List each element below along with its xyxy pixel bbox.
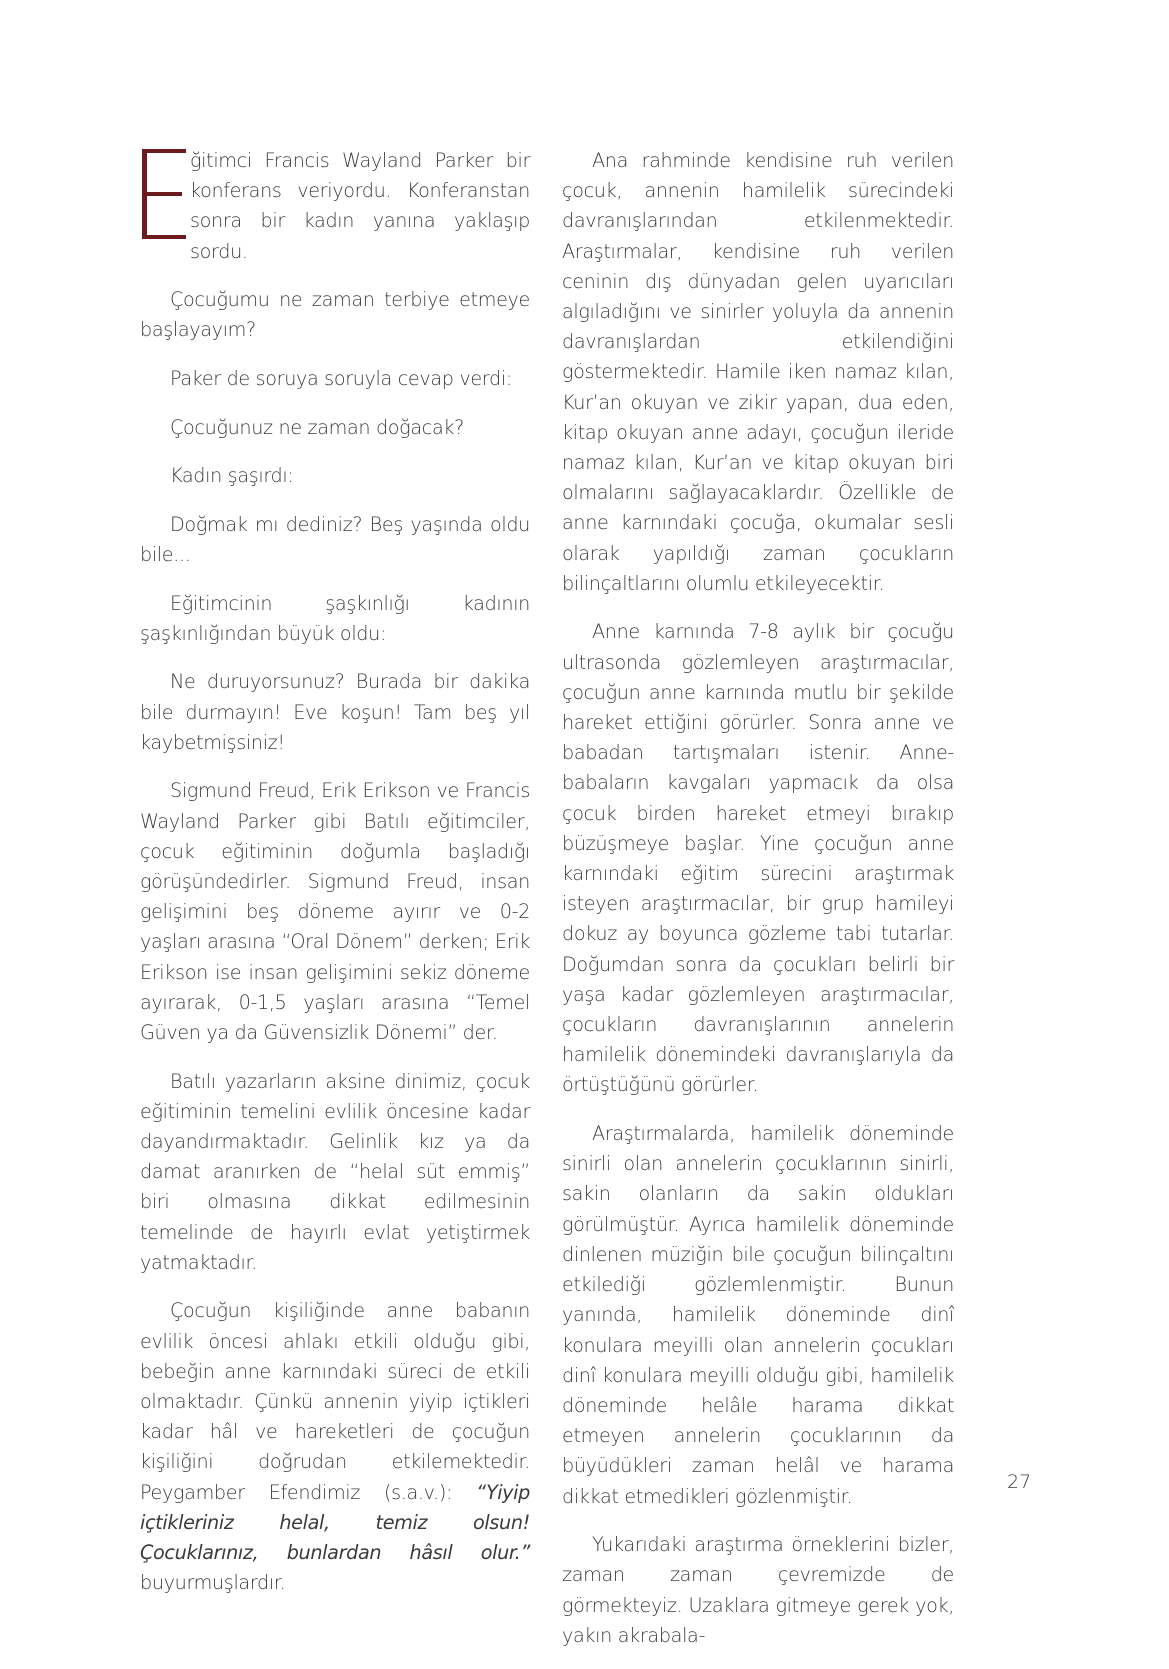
paragraph-text: Çocuğun kişiliğinde anne babanın evlilik öncesi ahlakı etkili olduğu gibi, bebeğin anne karnındaki süreci de etkili olmaktadır. Çünkü annenin yiyip içtikleri kadar hâl ve hareketleri de çocuğun kişiliğini doğrudan etkilemektedir. Peygamber Efendimiz (s.a.v.): <box>140 1299 530 1504</box>
paragraph: Batılı yazarların aksine dinimiz, çocuk eğitiminin temelini evlilik öncesine kadar dayandırmaktadır. Gelinlik kız ya da damat aranırken de “helal süt emmiş” biri olmasına dikkat edilmesinin temelinde de hayırlı evlat yetiştirmek yatmaktadır. <box>140 1069 530 1274</box>
dropcap-e-glyph <box>140 149 188 239</box>
hadith-quote: “Yiyip içtikleriniz helal, temiz olsun! Çocuklarınız, bunlardan hâsıl olur.” <box>140 1480 530 1565</box>
paragraph: Çocuğunuz ne zaman doğacak? <box>170 415 464 439</box>
paragraph: Ne duruyorsunuz? Burada bir dakika bile durmayın! Eve koşun! Tam beş yıl kaybetmişsiniz! <box>140 670 530 754</box>
dropcap-letter <box>140 149 188 239</box>
opening-text: ğitimci Francis Wayland Parker bir konferans veriyordu. Konferanstan sonra bir kadın yanına yaklaşıp sordu. <box>190 149 530 263</box>
paragraph: Kadın şaşırdı: <box>170 464 294 488</box>
paragraph: Yukarıdaki araştırma örneklerini bizler, zaman zaman çevremizde de görmekteyiz. Uzaklara gitmeye gerek yok, yakın akrabala- <box>562 1533 954 1647</box>
right-column <box>562 146 954 1669</box>
paragraph: Anne karnında 7-8 aylık bir çocuğu ultrasonda gözlemleyen araştırmacılar, çocuğun anne karnında mutlu bir şekilde hareket ettiğini görürler. Sonra anne ve babadan tartışmaları istenir. Anne-babaların kavgaları yapmacık da olsa çocuk birden hareket etmeyi bırakıp büzüşmeye başlar. Yine çocuğun anne karnındaki eğitim sürecini araştırmak isteyen araştırmacılar, bir grup hamileyi dokuz ay boyunca gözleme tabi tutarlar. Doğumdan sonra da çocukları belirli bir yaşa kadar gözlemleyen araştırmacılar, çocukların davranışlarının annelerin hamilelik dönemindeki davranışlarıyla da örtüştüğünü görürler. <box>562 620 954 1097</box>
paragraph: Araştırmalarda, hamilelik döneminde sinirli olan annelerin çocuklarının sinirli, sakin olanların da sakin oldukları görülmüştür. Ayrıca hamilelik döneminde dinlenen müziğin bile çocuğun bilinçaltını etkilediği gözlemlenmiştir. Bunun yanında, hamilelik döneminde dinî konulara meyilli olan annelerin çocukları dinî konulara meyilli olduğu gibi, hamilelik döneminde helâle harama dikkat etmeyen annelerin çocuklarının da büyüdükleri zaman helâl ve harama dikkat etmedikleri gözlenmiştir. <box>562 1122 954 1508</box>
page-number: 27 <box>1007 1471 1032 1493</box>
paragraph: Çocuğumu ne zaman terbiye etmeye başlayayım? <box>140 288 530 342</box>
paragraph: Ana rahminde kendisine ruh verilen çocuk, annenin hamilelik sürecindeki davranışlarından etkilenmektedir. Araştırmalar, kendisine ruh verilen ceninin dış dünyadan gelen uyarıcıları algıladığını ve sinirler yoluyla da annenin davranışlardan etkilendiğini göstermektedir. Hamile iken namaz kılan, Kur’an okuyan ve zikir yapan, dua eden, kitap okuyan anne adayı, çocuğun ileride namaz kılan, Kur’an ve kitap okuyan biri olmalarını sağlayacaklardır. Özellikle de anne karnındaki çocuğa, okumalar sesli olarak yapıldığı zaman çocukların bilinçaltlarını olumlu etkileyecektir. <box>562 149 954 595</box>
paragraph: Sigmund Freud, Erik Erikson ve Francis Wayland Parker gibi Batılı eğitimciler, çocuk eğitiminin doğumla başladığı görüşündedirler. Sigmund Freud, insan gelişimini beş döneme ayırır ve 0-2 yaşları arasına “Oral Dönem” derken; Erik Erikson ise insan gelişimini sekiz döneme ayırarak, 0-1,5 yaşları arasına “Temel Güven ya da Güvensizlik Dönemi” der. <box>140 779 530 1044</box>
left-column <box>140 146 530 1617</box>
paragraph-text: buyurmuşlardır. <box>140 1571 286 1595</box>
paragraph: Doğmak mı dediniz? Beş yaşında oldu bile... <box>140 512 530 566</box>
paragraph-with-hadith <box>140 1296 530 1598</box>
opening-paragraph <box>140 146 530 267</box>
paragraph: Eğitimcinin şaşkınlığı kadının şaşkınlığından büyük oldu: <box>140 591 530 645</box>
paragraph: Paker de soruya soruyla cevap verdi: <box>170 367 512 390</box>
